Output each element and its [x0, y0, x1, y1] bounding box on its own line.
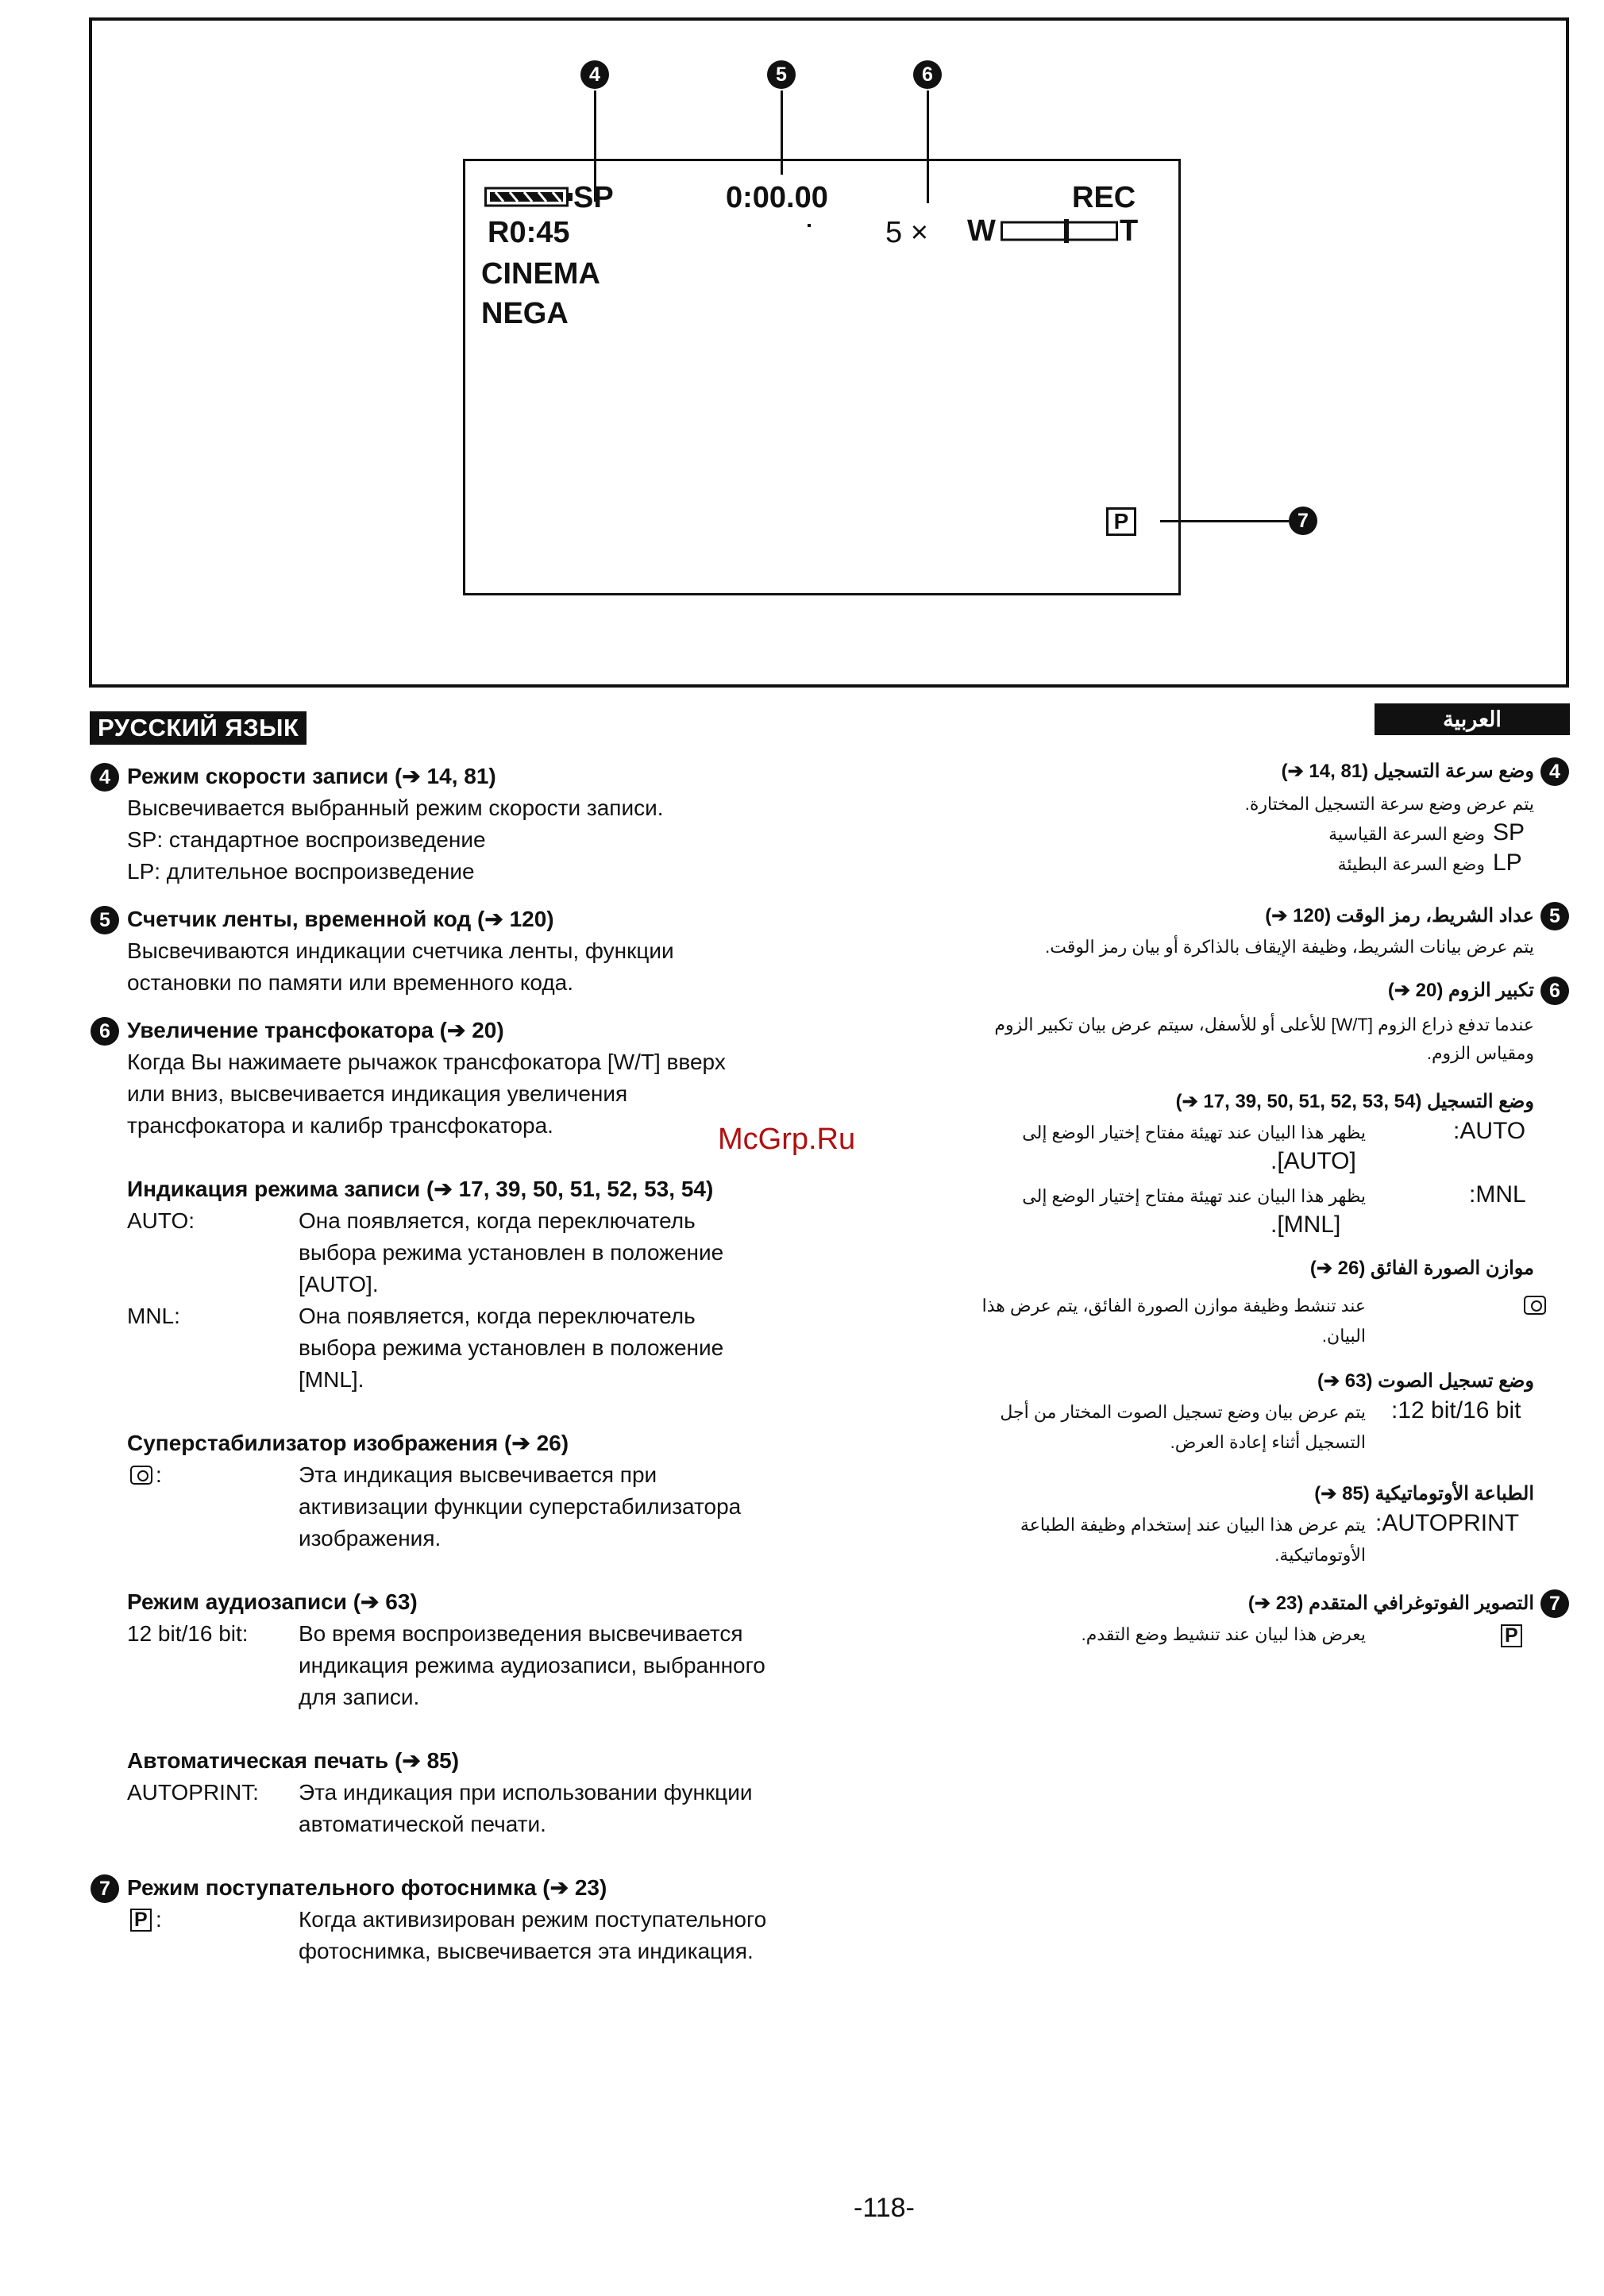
ar-rec-mnl-2: .[MNL]: [1270, 1212, 1341, 1238]
ar-audio-title: وضع تسجيل الصوت (63 ➔): [1317, 1370, 1534, 1392]
ar-autoprint-title: الطباعة الأوتوماتيكية (85 ➔): [1314, 1483, 1534, 1504]
ru-s4-body: Высвечивается выбранный режим скорости записи.: [127, 796, 664, 820]
ar-s7-title: التصوير الفوتوغرافي المتقدم (23 ➔): [1247, 1593, 1534, 1614]
ru-rec-auto-3: [AUTO].: [299, 1272, 379, 1296]
ru-autoprint-label: AUTOPRINT:: [127, 1780, 259, 1805]
ru-stab-line3: изображения.: [299, 1526, 441, 1551]
ar-s6-line1: عندما تدفع ذراع الزوم [W/T] للأعلى أو للأسفل، سيتم عرض بيان تكبير الزوم: [994, 1015, 1534, 1034]
ar-rec-mnl-label: :MNL: [1469, 1181, 1526, 1208]
ru-s4-sp: SP: стандартное воспроизведение: [127, 827, 486, 852]
russian-section-header: РУССКИЙ ЯЗЫК: [90, 711, 307, 745]
ar-s4-lp-text: وضع السرعة البطيئة: [1337, 854, 1485, 874]
ru-autoprint-title: Автоматическая печать (➔ 85): [127, 1748, 460, 1773]
osd-zoom-magnification: 5 ×: [885, 216, 928, 249]
osd-cinema: CINEMA: [481, 257, 600, 291]
ar-s4-lp-label: LP: [1493, 849, 1522, 876]
osd-dot: [808, 224, 811, 227]
arabic-section-header: العربية: [1375, 703, 1570, 735]
ar-callout-4: 4: [1540, 757, 1569, 786]
ar-autoprint-line2: الأوتوماتيكية.: [1274, 1545, 1366, 1565]
ru-audio-line2: индикация режима аудиозаписи, выбранного: [299, 1653, 765, 1678]
osd-zoom-t: T: [1120, 214, 1139, 248]
ar-progressive-p-icon: P: [1501, 1624, 1522, 1647]
ar-s7-line1: يعرض هذا لبيان عند تنشيط وضع التقدم.: [1081, 1624, 1366, 1644]
osd-nega: NEGA: [481, 297, 569, 330]
ar-rec-mode-title: وضع التسجيل (54 ,53 ,52 ,51 ,50 ,39 ,17 ➔): [1175, 1091, 1534, 1112]
ru-callout-5: 5: [91, 906, 119, 934]
ar-autoprint-line1: يتم عرض هذا البيان عند إستخدام وظيفة الطباعة: [1020, 1515, 1366, 1535]
ru-stab-label: :: [156, 1462, 162, 1487]
osd-tape-counter: 0:00.00: [726, 181, 828, 214]
callout-7: 7: [1289, 507, 1317, 535]
ru-callout-7: 7: [91, 1874, 119, 1903]
callout-5: 5: [767, 60, 796, 89]
ru-s4-title: Режим скорости записи (➔ 14, 81): [127, 764, 496, 788]
ar-callout-7: 7: [1540, 1589, 1569, 1618]
ru-rec-auto-label: AUTO:: [127, 1208, 195, 1233]
osd-rec: REC: [1072, 181, 1136, 214]
watermark: McGrp.Ru: [718, 1123, 856, 1156]
ru-rec-auto-2: выбора режима установлен в положение: [299, 1240, 724, 1265]
ru-audio-line3: для записи.: [299, 1685, 420, 1709]
ru-callout-4: 4: [91, 763, 119, 792]
ru-s6-title: Увеличение трансфокатора (➔ 20): [127, 1018, 504, 1042]
ar-stab-title: موازن الصورة الفائق (26 ➔): [1309, 1258, 1534, 1279]
callout-6: 6: [913, 60, 942, 89]
ar-rec-auto-2: .[AUTO]: [1270, 1148, 1356, 1174]
ru-stab-line1: Эта индикация высвечивается при: [299, 1462, 657, 1487]
ar-s4-sp-text: وضع السرعة القياسية: [1328, 824, 1485, 844]
ru-autoprint-line2: автоматической печати.: [299, 1812, 546, 1836]
ar-callout-5: 5: [1540, 902, 1569, 930]
progressive-p-icon: [1106, 507, 1136, 536]
ru-s5-title: Счетчик ленты, временной код (➔ 120): [127, 907, 554, 931]
ar-stabilizer-icon: [1524, 1296, 1546, 1315]
osd-zoom-w: W: [967, 214, 996, 248]
page-number: -118-: [854, 2193, 915, 2223]
ar-s4-sp-label: SP: [1493, 819, 1525, 846]
callout-4: 4: [580, 60, 609, 89]
ar-callout-6: 6: [1540, 977, 1569, 1005]
ru-s4-lp: LP: длительное воспроизведение: [127, 859, 475, 884]
ru-audio-label: 12 bit/16 bit:: [127, 1621, 249, 1646]
ru-stab-line2: активизации функции суперстабилизатора: [299, 1494, 742, 1519]
ar-s4-title: وضع سرعة التسجيل (81 ,14 ➔): [1281, 761, 1534, 782]
ru-rec-auto-1: Она появляется, когда переключатель: [299, 1208, 696, 1233]
ru-rec-mnl-1: Она появляется, когда переключатель: [299, 1304, 696, 1328]
osd-speed-mode: SP: [573, 181, 614, 214]
ar-s4-body: يتم عرض وضع سرعة التسجيل المختارة.: [1244, 794, 1534, 814]
ar-stab-line2: البيان.: [1321, 1326, 1366, 1346]
ar-autoprint-label: :AUTOPRINT: [1375, 1510, 1520, 1536]
zoom-gauge-bar: [1001, 218, 1120, 245]
ru-rec-mnl-label: MNL:: [127, 1304, 180, 1328]
ru-rec-mode-title: Индикация режима записи (➔ 17, 39, 50, 51, 52, 53, 54): [127, 1177, 714, 1201]
ru-s6-line3: трансфокатора и калибр трансфокатора.: [127, 1113, 553, 1138]
ar-audio-line2: التسجيل أثناء إعادة العرض.: [1170, 1432, 1366, 1452]
ru-autoprint-line1: Эта индикация при использовании функции: [299, 1780, 753, 1805]
ar-rec-auto-1: يظهر هذا البيان عند تهيئة مفتاح إختيار الوضع إلى: [1022, 1123, 1366, 1142]
ru-s5-line2: остановки по памяти или временного кода.: [127, 970, 574, 995]
ru-s7-line2: фотоснимка, высвечивается эта индикация.: [299, 1939, 754, 1963]
ru-s5-line1: Высвечиваются индикации счетчика ленты, функции: [127, 938, 674, 963]
ru-audio-line1: Во время воспроизведения высвечивается: [299, 1621, 743, 1646]
osd-remaining-tape: R0:45: [488, 216, 570, 249]
ar-stab-line1: عند تنشط وظيفة موازن الصورة الفائق، يتم عرض هذا: [981, 1296, 1366, 1316]
ru-progressive-p-icon: P: [130, 1909, 152, 1932]
ar-s6-line2: ومقياس الزوم.: [1426, 1043, 1534, 1063]
stabilizer-icon: [130, 1466, 152, 1485]
ru-s7-label: :: [156, 1907, 162, 1932]
battery-icon: [484, 186, 573, 210]
ru-callout-6: 6: [91, 1017, 119, 1046]
ar-s5-body: يتم عرض بيانات الشريط، وظيفة الإيقاف بالذاكرة أو بيان رمز الوقت.: [1045, 937, 1534, 957]
ru-audio-title: Режим аудиозаписи (➔ 63): [127, 1589, 418, 1614]
ar-s5-title: عداد الشريط، رمز الوقت (120 ➔): [1265, 905, 1534, 926]
ru-s6-line2: или вниз, высвечивается индикация увеличения: [127, 1081, 628, 1106]
ar-rec-mnl-1: يظهر هذا البيان عند تهيئة مفتاح إختيار الوضع إلى: [1022, 1186, 1366, 1206]
ar-audio-line1: يتم عرض بيان وضع تسجيل الصوت المختار من أجل: [1000, 1402, 1366, 1422]
ru-s7-title: Режим поступательного фотоснимка (➔ 23): [127, 1875, 607, 1900]
ar-rec-auto-label: :AUTO: [1453, 1118, 1526, 1144]
ru-s7-line1: Когда активизирован режим поступательного: [299, 1907, 767, 1932]
ar-audio-label: :12 bit/16 bit: [1391, 1397, 1521, 1423]
ru-s6-line1: Когда Вы нажимаете рычажок трансфокатора [W/T] вверх: [127, 1050, 726, 1074]
progressive-p-letter: P: [1113, 509, 1129, 534]
ru-rec-mnl-2: выбора режима установлен в положение: [299, 1335, 724, 1360]
ru-rec-mnl-3: [MNL].: [299, 1367, 364, 1392]
ar-s6-title: تكبير الزوم (20 ➔): [1387, 980, 1534, 1001]
ru-stab-title: Суперстабилизатор изображения (➔ 26): [127, 1431, 569, 1455]
